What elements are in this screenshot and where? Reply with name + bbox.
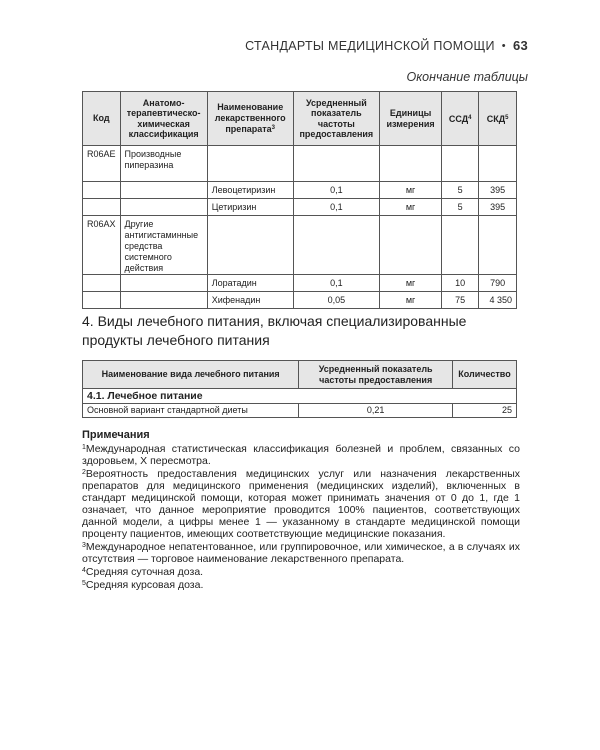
atc-group-cell: Другие антигистаминные средства системного действия	[120, 216, 207, 275]
empty-cell	[442, 216, 479, 275]
drug-name-cell: Лоратадин	[207, 275, 293, 292]
frequency-cell: 0,1	[293, 275, 379, 292]
drugs-table-header-row	[83, 92, 517, 146]
frequency-cell: 0,1	[293, 199, 379, 216]
empty-cell	[83, 199, 121, 216]
table-continuation-caption: Окончание таблицы	[406, 70, 528, 84]
col-header-skd	[479, 92, 517, 146]
empty-cell	[83, 182, 121, 199]
footnote-item	[82, 442, 520, 467]
nutrition-table	[82, 360, 517, 418]
unit-cell: мг	[380, 199, 442, 216]
empty-cell	[120, 292, 207, 309]
footnote-number: 3	[82, 542, 86, 549]
table-row	[83, 275, 517, 292]
header-bullet: •	[501, 39, 506, 52]
footnote-item	[82, 578, 520, 591]
table-subheading-row	[83, 389, 517, 404]
col-header-code: Код	[83, 92, 121, 146]
col-header-drug-name-text: Наименование лекарственного препарата	[214, 102, 286, 135]
atc-code-cell: R06AX	[83, 216, 121, 275]
footnote-item	[82, 565, 520, 578]
unit-cell: мг	[380, 182, 442, 199]
table-row	[83, 199, 517, 216]
nutrition-quantity-cell: 25	[452, 404, 516, 418]
ssd-cell: 75	[442, 292, 479, 309]
skd-cell: 395	[479, 182, 517, 199]
ssd-cell: 10	[442, 275, 479, 292]
col-header-ssd-text: ССД	[448, 113, 469, 124]
skd-cell: 4 350	[479, 292, 517, 309]
drugs-table	[82, 91, 517, 309]
page-number: 63	[512, 38, 528, 53]
empty-cell	[380, 146, 442, 182]
footnote-item	[82, 540, 520, 565]
drug-name-cell: Цетиризин	[207, 199, 293, 216]
table-row	[83, 216, 517, 275]
empty-cell	[380, 216, 442, 275]
drug-name-cell: Левоцетиризин	[207, 182, 293, 199]
empty-cell	[120, 275, 207, 292]
empty-cell	[442, 146, 479, 182]
footnote-ref-4: 4	[468, 114, 472, 121]
empty-cell	[293, 216, 379, 275]
table-row	[83, 146, 517, 182]
col-header-atc: Анатомо-терапевтическо-химическая классификация	[120, 92, 207, 146]
ssd-cell: 5	[442, 199, 479, 216]
footnote-text: Вероятность предоставления медицинских услуг или назначения лекарственных препаратов для медицинского применения (медицинских изделий), включенных в стандарт медицинской помощи, которая может принимать значения от 0 до 1, где 1 означает, что данное мероприятие проводится 100% пациентов, соответствующих данной модели, а цифры менее 1 — указанному в стандарте медицинской помощи проценту пациентов, имеющих соответствующие медицинские показания.	[82, 468, 520, 540]
frequency-cell: 0,1	[293, 182, 379, 199]
footnote-ref-5: 5	[505, 114, 509, 121]
empty-cell	[83, 292, 121, 309]
empty-cell	[83, 275, 121, 292]
atc-group-cell: Производные пиперазина	[120, 146, 207, 182]
table-row	[83, 182, 517, 199]
section-heading: 4. Виды лечебного питания, включая специализированные продукты лечебного питания	[82, 313, 467, 348]
col-header-drug-name	[207, 92, 293, 146]
footnote-text: Международная статистическая классификация болезней и проблем, связанных со здоровьем, X пересмотра.	[82, 443, 520, 467]
empty-cell	[479, 146, 517, 182]
nutrition-name-cell: Основной вариант стандартной диеты	[83, 404, 299, 418]
col-header-units: Единицы измерения	[380, 92, 442, 146]
empty-cell	[207, 216, 293, 275]
empty-cell	[120, 182, 207, 199]
col-header-quantity: Количество	[452, 361, 516, 389]
empty-cell	[120, 199, 207, 216]
running-header-title: СТАНДАРТЫ МЕДИЦИНСКОЙ ПОМОЩИ	[245, 38, 495, 53]
skd-cell: 790	[479, 275, 517, 292]
atc-code-cell: R06AE	[83, 146, 121, 182]
empty-cell	[207, 146, 293, 182]
footnote-number: 4	[82, 567, 86, 574]
col-header-frequency: Усредненный показатель частоты предоставления	[293, 92, 379, 146]
footnote-ref-3: 3	[271, 125, 276, 132]
col-header-skd-text: СКД	[486, 113, 506, 124]
empty-cell	[479, 216, 517, 275]
footnote-text: Международное непатентованное, или группировочное, или химическое, а в случаях их отсутствия — торговое наименование лекарственного препарата.	[82, 541, 520, 565]
footnote-text: Средняя суточная доза.	[85, 566, 204, 578]
footnotes	[82, 429, 520, 591]
drug-name-cell: Хифенадин	[207, 292, 293, 309]
nutrition-subheading: 4.1. Лечебное питание	[83, 389, 517, 404]
empty-cell	[293, 146, 379, 182]
unit-cell: мг	[380, 292, 442, 309]
nutrition-frequency-cell: 0,21	[299, 404, 453, 418]
col-header-ssd	[442, 92, 479, 146]
footnote-number: 1	[82, 444, 86, 451]
footnote-text: Средняя курсовая доза.	[85, 579, 204, 591]
footnotes-title: Примечания	[82, 429, 150, 441]
table-row	[83, 292, 517, 309]
footnote-number: 5	[82, 580, 86, 587]
footnote-number: 2	[82, 469, 86, 476]
col-header-nutrition-frequency: Усредненный показатель частоты предоставления	[299, 361, 453, 389]
col-header-nutrition-name: Наименование вида лечебного питания	[83, 361, 299, 389]
frequency-cell: 0,05	[293, 292, 379, 309]
footnote-item	[82, 467, 520, 540]
running-header	[245, 38, 528, 53]
nutrition-table-header-row	[83, 361, 517, 389]
ssd-cell: 5	[442, 182, 479, 199]
unit-cell: мг	[380, 275, 442, 292]
skd-cell: 395	[479, 199, 517, 216]
table-row	[83, 404, 517, 418]
